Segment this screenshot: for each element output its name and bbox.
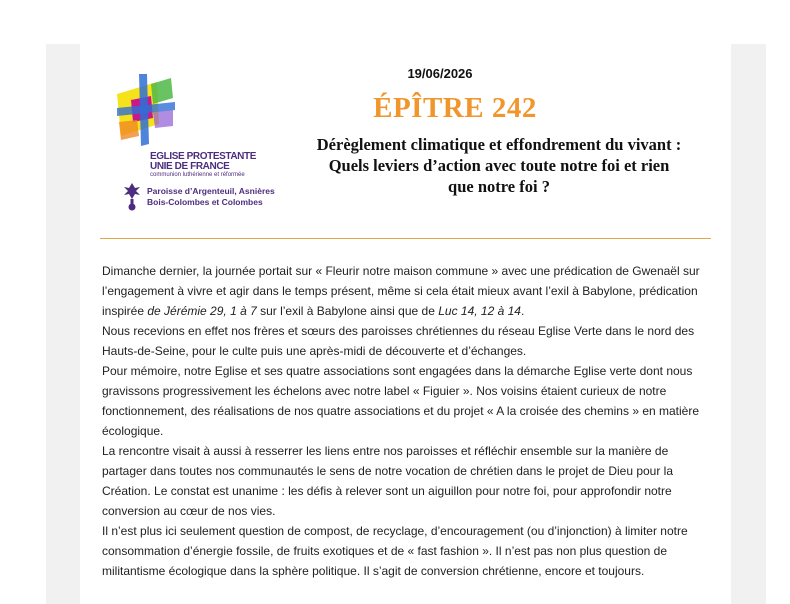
church-logo xyxy=(117,74,277,207)
cross-logo-icon xyxy=(117,74,177,154)
paragraph-5: Il n’est plus ici seulement question de compost, de recyclage, d’encouragement (ou d’injonction) à limiter notre consommation d’énergie fossile, de fruits exotiques et de « fast fashion ». Il n’est pas non plus question de militantisme écologique dans la sphère politique. Il s’agit de conversion chrétienne, encore et toujours. xyxy=(102,524,688,578)
org-name-line2: UNIE DE FRANCE xyxy=(150,161,230,172)
scripture-reference: Luc 14, 12 à 14 xyxy=(438,304,521,318)
header-divider xyxy=(100,238,711,239)
huguenot-cross-icon xyxy=(123,182,141,212)
paragraph-1: Dimanche dernier, la journée portait sur « Fleurir notre maison commune » avec une prédication de Gwenaël sur l’engagement à vivre et agir dans le temps présent, même si cela était mieux avant l’exil à Babylone, prédication inspirée de Jérémie 29, 1 à 7 sur l’exil à Babylone ainsi que de Luc 14, 12 à 14. xyxy=(102,264,700,318)
scripture-reference: de Jérémie 29, 1 à 7 xyxy=(147,304,257,318)
issue-subtitle: Dérèglement climatique et effondrement du vivant : Quels leviers d’action avec toute notre foi et rien que notre foi ? xyxy=(316,135,682,196)
paragraph-2: Nous recevions en effet nos frères et sœurs des paroisses chrétiennes du réseau Eglise Verte dans le nord des Hauts-de-Seine, pour le culte puis une après-midi de découverte et d’échanges. xyxy=(102,324,695,358)
parish-name-line1: Paroisse d’Argenteuil, Asnières xyxy=(147,186,275,196)
issue-date: 19/06/2026 xyxy=(407,66,473,81)
org-motto: communion luthérienne et réformée xyxy=(150,172,245,178)
article-body xyxy=(102,261,712,581)
newsletter-card xyxy=(80,44,731,604)
parish-name-line2: Bois-Colombes et Colombes xyxy=(147,197,263,207)
paragraph-3: Pour mémoire, notre Eglise et ses quatre associations sont engagées dans la démarche Eglise verte dont nous gravissons progressivement les échelons avec notre label « Figuier ». Nos voisins étaient curieux de notre fonctionnement, des réalisations de nos quatre associations et du projet « A la croisée des chemins » en matière écologique. xyxy=(102,364,700,438)
issue-title: ÉPÎTRE 242 xyxy=(373,92,537,124)
paragraph-4: La rencontre visait à aussi à resserrer les liens entre nos paroisses et réfléchir ensemble sur la manière de partager dans toutes nos communautés le sens de notre vocation de chrétien dans le projet de Dieu pour la Création. Le constat est unanime : les défis à relever sont un aiguillon pour notre foi, pour approfondir notre conversion au cœur de nos vies. xyxy=(102,444,674,518)
org-name-line1: EGLISE PROTESTANTE xyxy=(150,151,256,162)
